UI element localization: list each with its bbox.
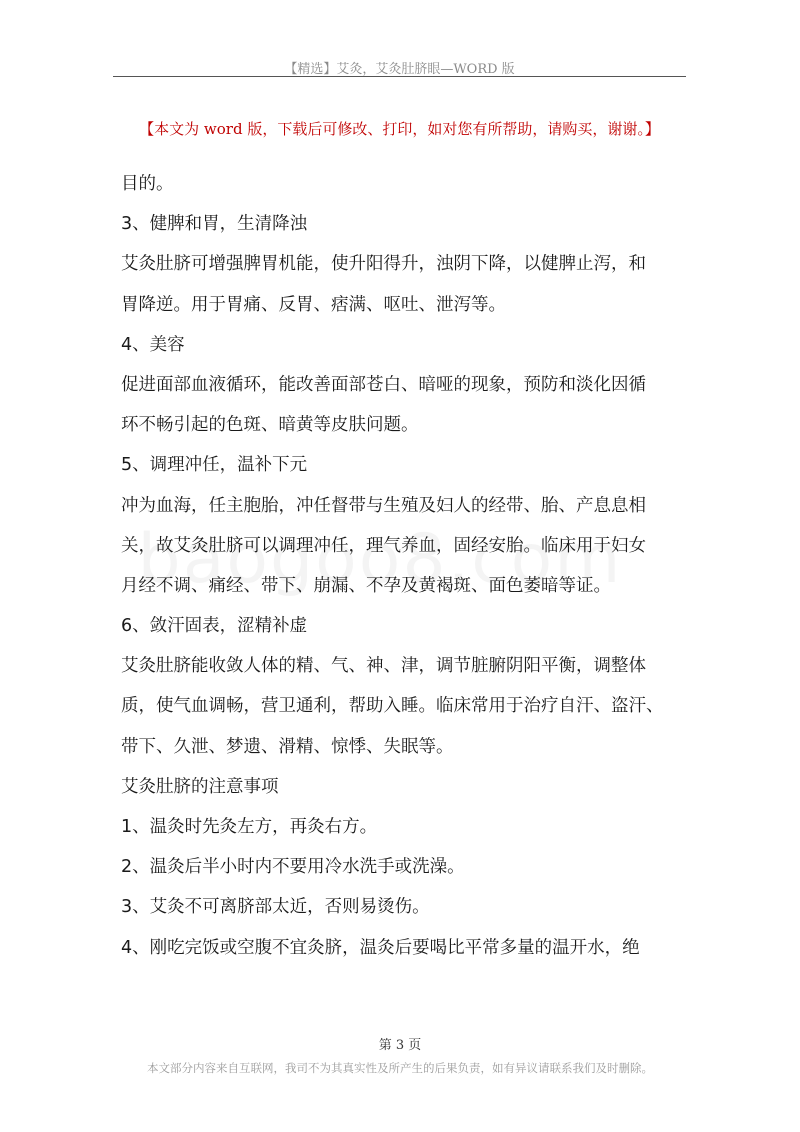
body-line: 质，使气血调畅，营卫通利，帮助入睡。临床常用于治疗自汗、盗汗、 <box>121 696 664 717</box>
section-heading: 艾灸肚脐的注意事项 <box>121 776 279 797</box>
body-line: 胃降逆。用于胃痛、反胃、痞满、呕吐、泄泻等。 <box>121 294 506 315</box>
list-item: 3、艾灸不可离脐部太近，否则易烫伤。 <box>121 897 430 918</box>
page-footer: 本文部分内容来自互联网，我司不为其真实性及所产生的后果负责，如有异议请联系我们及时删除。 <box>147 1061 653 1075</box>
purchase-notice: 【本文为 word 版，下载后可修改、打印，如对您有所帮助，请购买，谢谢。】 <box>139 120 660 138</box>
body-line: 关，故艾灸肚脐可以调理冲任，理气养血，固经安胎。临床用于妇女 <box>121 535 646 556</box>
body-line: 冲为血海，任主胞胎，冲任督带与生殖及妇人的经带、胎、产息息相 <box>121 495 646 516</box>
body-line: 促进面部血液循环，能改善面部苍白、暗哑的现象，预防和淡化因循 <box>121 374 646 395</box>
body-line: 带下、久泄、梦遗、滑精、惊悸、失眠等。 <box>121 736 454 757</box>
document-body <box>121 170 686 974</box>
page-header: 【精选】艾灸，艾灸肚脐眼—WORD 版 <box>284 62 515 77</box>
section-heading: 4、美容 <box>121 334 185 355</box>
body-line: 艾灸肚脐能收敛人体的精、气、神、津，调节脏腑阴阳平衡，调整体 <box>121 656 646 677</box>
list-item: 4、刚吃完饭或空腹不宜灸脐，温灸后要喝比平常多量的温开水，绝 <box>121 937 640 958</box>
page-number: 第 3 页 <box>378 1038 422 1053</box>
body-line: 月经不调、痛经、带下、崩漏、不孕及黄褐斑、面色萎暗等证。 <box>121 575 611 596</box>
list-item: 2、温灸后半小时内不要用冷水洗手或洗澡。 <box>121 857 465 878</box>
list-item: 1、温灸时先灸左方，再灸右方。 <box>121 817 378 837</box>
body-line: 目的。 <box>121 174 174 194</box>
section-heading: 5、调理冲任，温补下元 <box>121 455 308 476</box>
header-divider <box>113 76 686 77</box>
body-line: 艾灸肚脐可增强脾胃机能，使升阳得升，浊阴下降，以健脾止泻，和 <box>121 254 646 275</box>
section-heading: 3、健脾和胃，生清降浊 <box>121 214 308 235</box>
body-line: 环不畅引起的色斑、暗黄等皮肤问题。 <box>121 415 419 436</box>
section-heading: 6、敛汗固表，涩精补虚 <box>121 616 308 637</box>
